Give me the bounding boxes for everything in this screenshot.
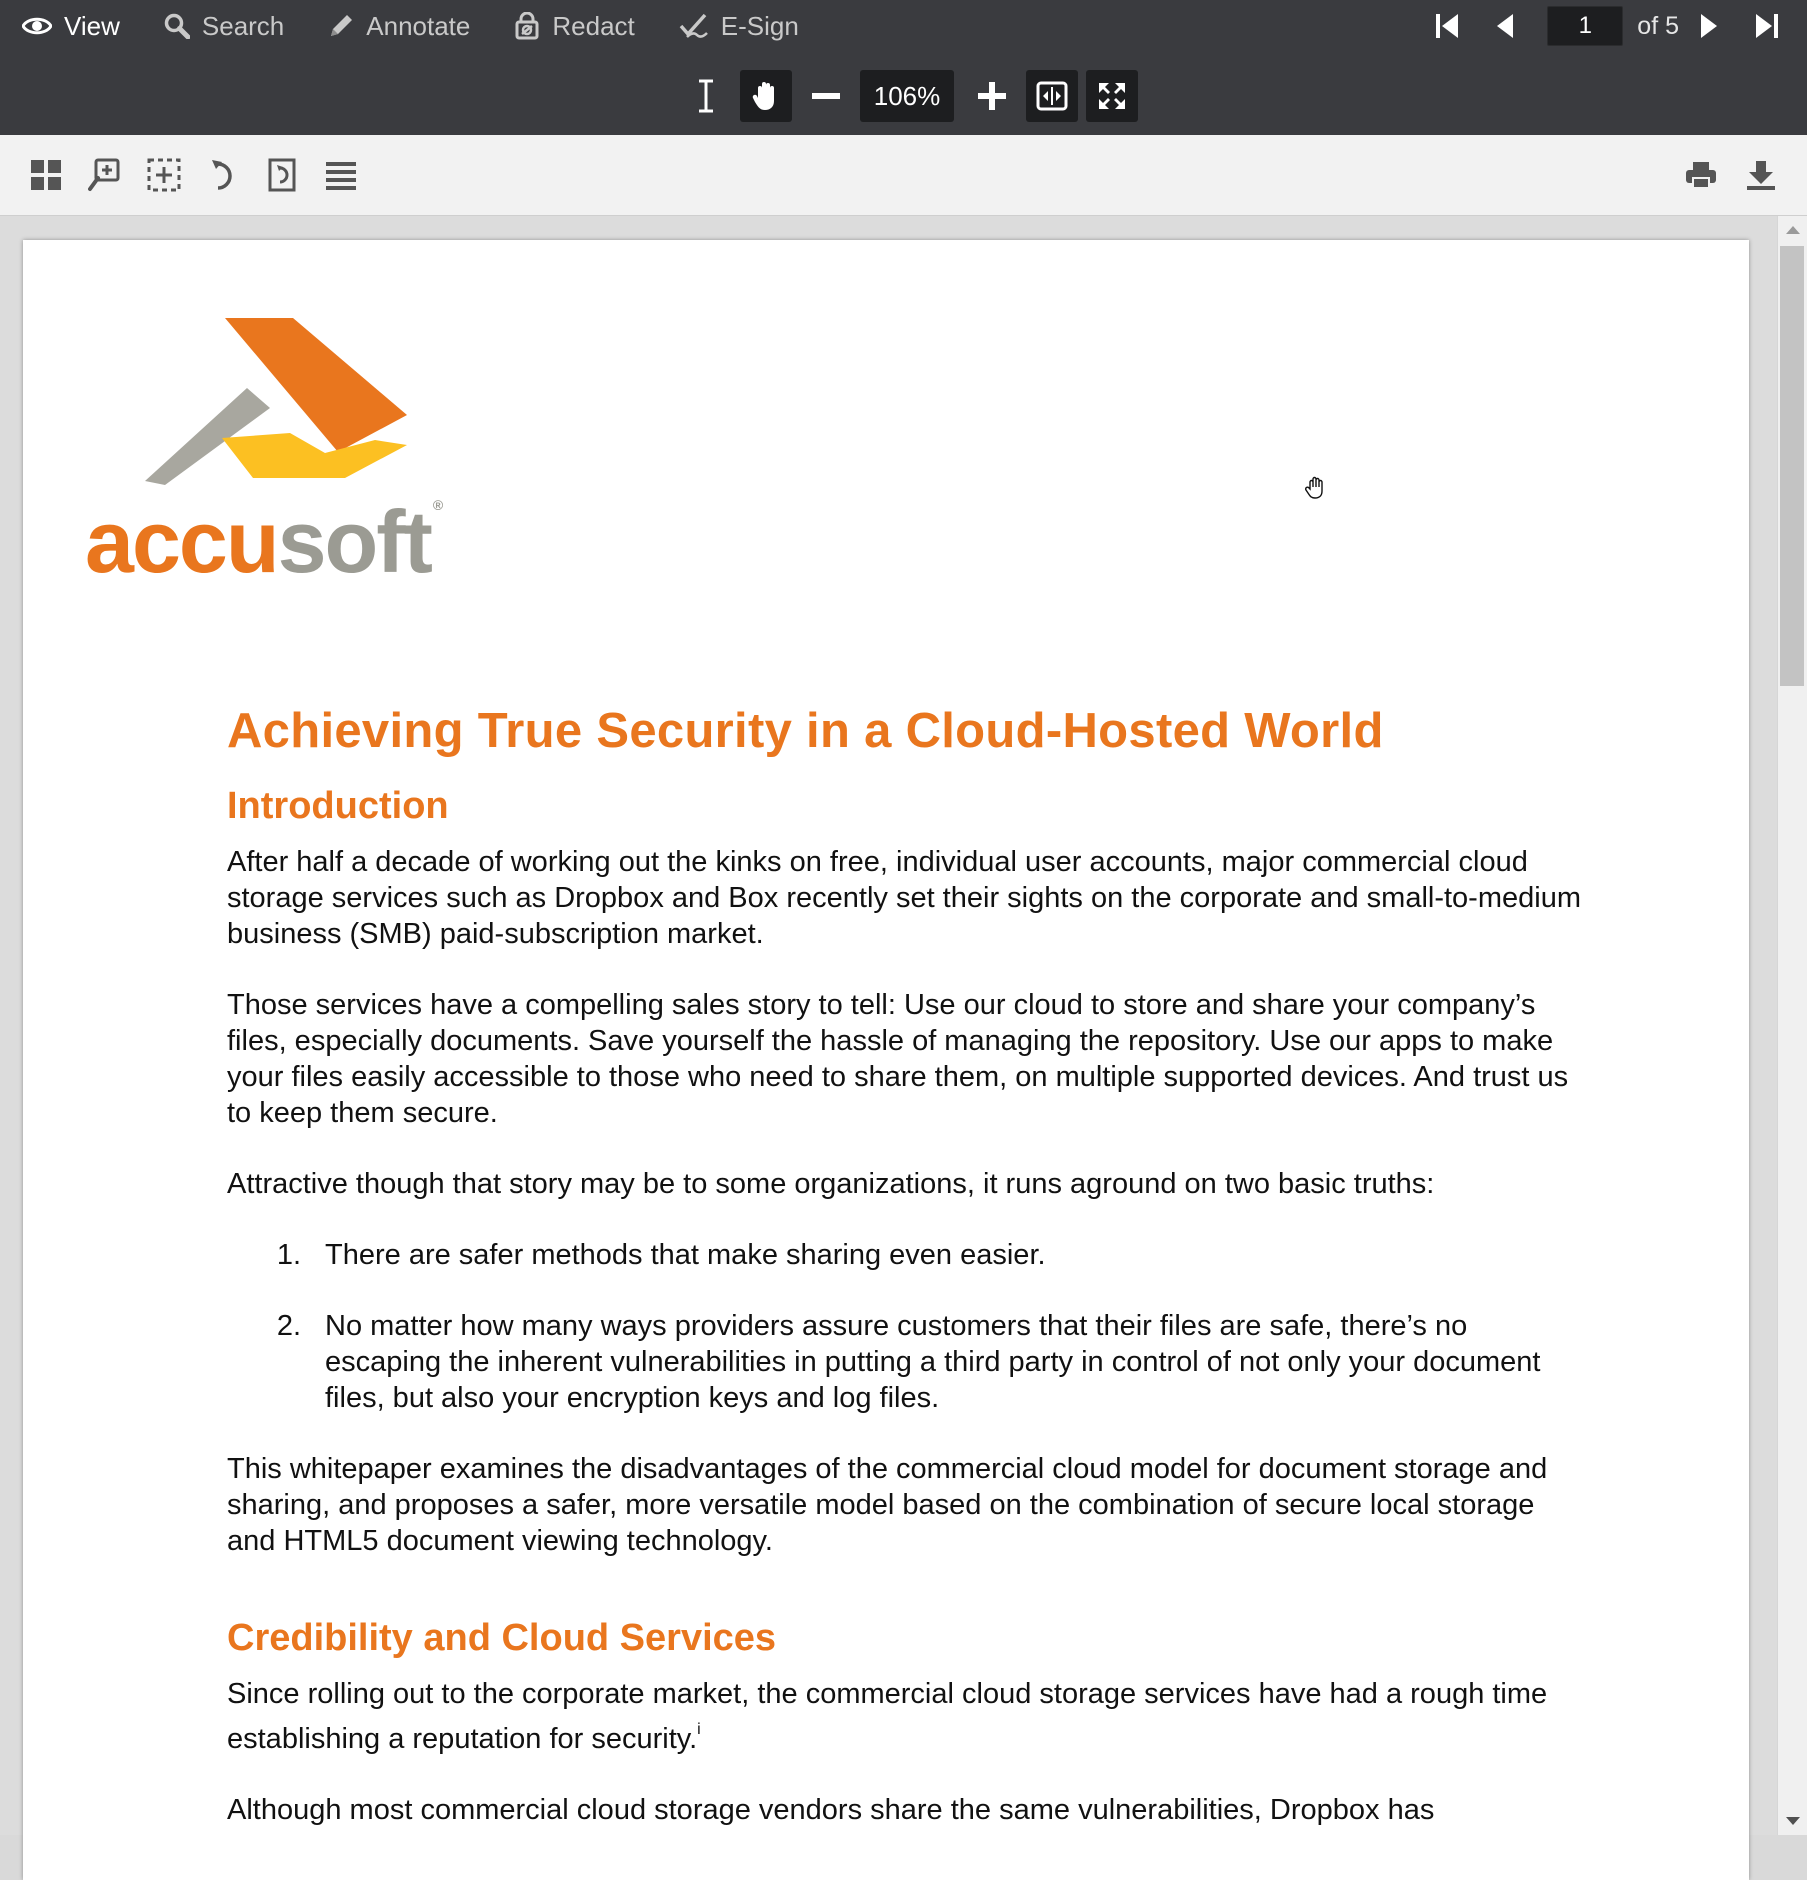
plus-icon (977, 81, 1007, 111)
document-page[interactable] (23, 240, 1749, 1880)
tab-view[interactable] (22, 11, 120, 42)
vertical-scrollbar[interactable] (1777, 216, 1807, 1835)
footnote-reference[interactable]: i (697, 1721, 701, 1738)
tab-bar (22, 8, 843, 44)
signature-icon (679, 13, 709, 39)
document-title: Achieving True Security in a Cloud-Hosted World (227, 704, 1384, 758)
text-cursor-icon (696, 79, 716, 113)
download-icon (1745, 159, 1777, 191)
search-icon (164, 13, 190, 39)
fit-width-icon (1036, 81, 1068, 111)
paragraph: Attractive though that story may be to some organizations, it runs aground on two basic truths: (227, 1168, 1435, 1200)
view-tools (26, 155, 380, 195)
thumbnails-button[interactable] (26, 155, 66, 195)
hand-icon (752, 80, 780, 112)
thumbnails-icon (30, 159, 62, 191)
rotate-button[interactable] (203, 155, 243, 195)
rotate-icon (210, 158, 236, 192)
next-page-icon (1699, 12, 1719, 40)
logo-text-accu: accu (85, 492, 278, 591)
paragraph (227, 1676, 1587, 1757)
zoom-in-button[interactable] (966, 70, 1018, 122)
scrollbar-thumb[interactable] (1780, 246, 1804, 686)
rotate-page-button[interactable] (262, 155, 302, 195)
pencil-icon (328, 13, 354, 39)
first-page-button[interactable] (1429, 8, 1465, 44)
redact-icon (514, 12, 540, 40)
print-button[interactable] (1681, 155, 1721, 195)
scroll-down-arrow-icon[interactable] (1786, 1817, 1800, 1825)
zoom-toolbar (680, 70, 1146, 122)
paragraph: This whitepaper examines the disadvantages of the commercial cloud model for document storage and sharing, and proposes a safer, more versatile model based on the combination of secure local storage and HTML5 document viewing technology. (227, 1453, 1548, 1557)
paragraph: After half a decade of working out the kinks on free, individual user accounts, major commercial cloud storage services such as Dropbox and Box recently set their sights on the corporate and small-to-medium business (SMB) paid-subscription market. (227, 846, 1581, 950)
page-list-button[interactable] (321, 155, 361, 195)
last-page-icon (1754, 12, 1780, 40)
expand-icon (1097, 81, 1127, 111)
page-number-input[interactable] (1547, 6, 1623, 46)
list-item-number: 1. (276, 1239, 301, 1271)
list-item (275, 1308, 1587, 1416)
text-select-tool-button[interactable] (680, 70, 732, 122)
previous-page-button[interactable] (1487, 8, 1523, 44)
list-icon (325, 159, 357, 191)
paragraph-text: Since rolling out to the corporate market, the commercial cloud storage services have had a rough time establishing a reputation for security. (227, 1678, 1548, 1755)
document-viewport[interactable] (0, 216, 1807, 1835)
fit-width-button[interactable] (1026, 70, 1078, 122)
zoom-out-button[interactable] (800, 70, 852, 122)
fullscreen-button[interactable] (1086, 70, 1138, 122)
selection-zoom-icon (147, 158, 181, 192)
hand-cursor-icon (1305, 476, 1327, 500)
rotate-page-icon (268, 158, 296, 192)
page-navigator (1429, 6, 1785, 46)
tab-search-label: Search (201, 10, 285, 41)
document-content (227, 703, 1587, 1828)
list-item-text: No matter how many ways providers assure customers that their files are safe, there’s no escaping the inherent vulnerabilities in putting a third party in control of not only your document files, but also your encryption keys and log files. (325, 1310, 1541, 1414)
heading-credibility: Credibility and Cloud Services (227, 1617, 777, 1659)
zoom-level[interactable]: 106% (860, 70, 954, 122)
logo-registered-mark: ® (432, 497, 442, 513)
paragraph: Although most commercial cloud storage vendors share the same vulnerabilities, Dropbox has (227, 1794, 1435, 1826)
tab-redact[interactable] (514, 11, 634, 42)
magnifier-button[interactable] (85, 155, 125, 195)
output-tools (1661, 155, 1781, 195)
paragraph: Those services have a compelling sales story to tell: Use our cloud to store and share your company’s files, especially documents. Save yourself the hassle of managing the repository. Use our apps to make your files easily accessible to those who need to share them, on multiple supported devices. And trust us to keep them secure. (227, 989, 1569, 1129)
previous-page-icon (1495, 12, 1515, 40)
tab-esign-label: E-Sign (720, 10, 799, 41)
print-icon (1685, 160, 1717, 190)
magnifier-icon (88, 158, 122, 192)
list-item-text: There are safer methods that make sharing even easier. (325, 1239, 1046, 1271)
pan-tool-button[interactable] (740, 70, 792, 122)
eye-icon (22, 15, 52, 37)
page-count-label: of 5 (1637, 11, 1679, 40)
list-item (275, 1237, 1587, 1273)
numbered-list (275, 1237, 1587, 1416)
tab-redact-label: Redact (552, 10, 635, 41)
main-toolbar (0, 0, 1807, 135)
tab-annotate-label: Annotate (366, 10, 471, 41)
minus-icon (811, 81, 841, 111)
selection-zoom-button[interactable] (144, 155, 184, 195)
accusoft-logo-wordmark (85, 492, 442, 591)
logo-text-soft: soft (277, 492, 431, 591)
tab-esign[interactable] (679, 11, 799, 42)
scroll-up-arrow-icon[interactable] (1786, 226, 1800, 234)
next-page-button[interactable] (1691, 8, 1727, 44)
heading-introduction: Introduction (227, 785, 449, 827)
secondary-toolbar (0, 135, 1807, 216)
tab-search[interactable] (164, 11, 284, 42)
download-button[interactable] (1741, 155, 1781, 195)
list-item-number: 2. (276, 1310, 301, 1342)
tab-annotate[interactable] (328, 11, 470, 42)
first-page-icon (1434, 12, 1460, 40)
tab-view-label: View (64, 10, 120, 41)
last-page-button[interactable] (1749, 8, 1785, 44)
